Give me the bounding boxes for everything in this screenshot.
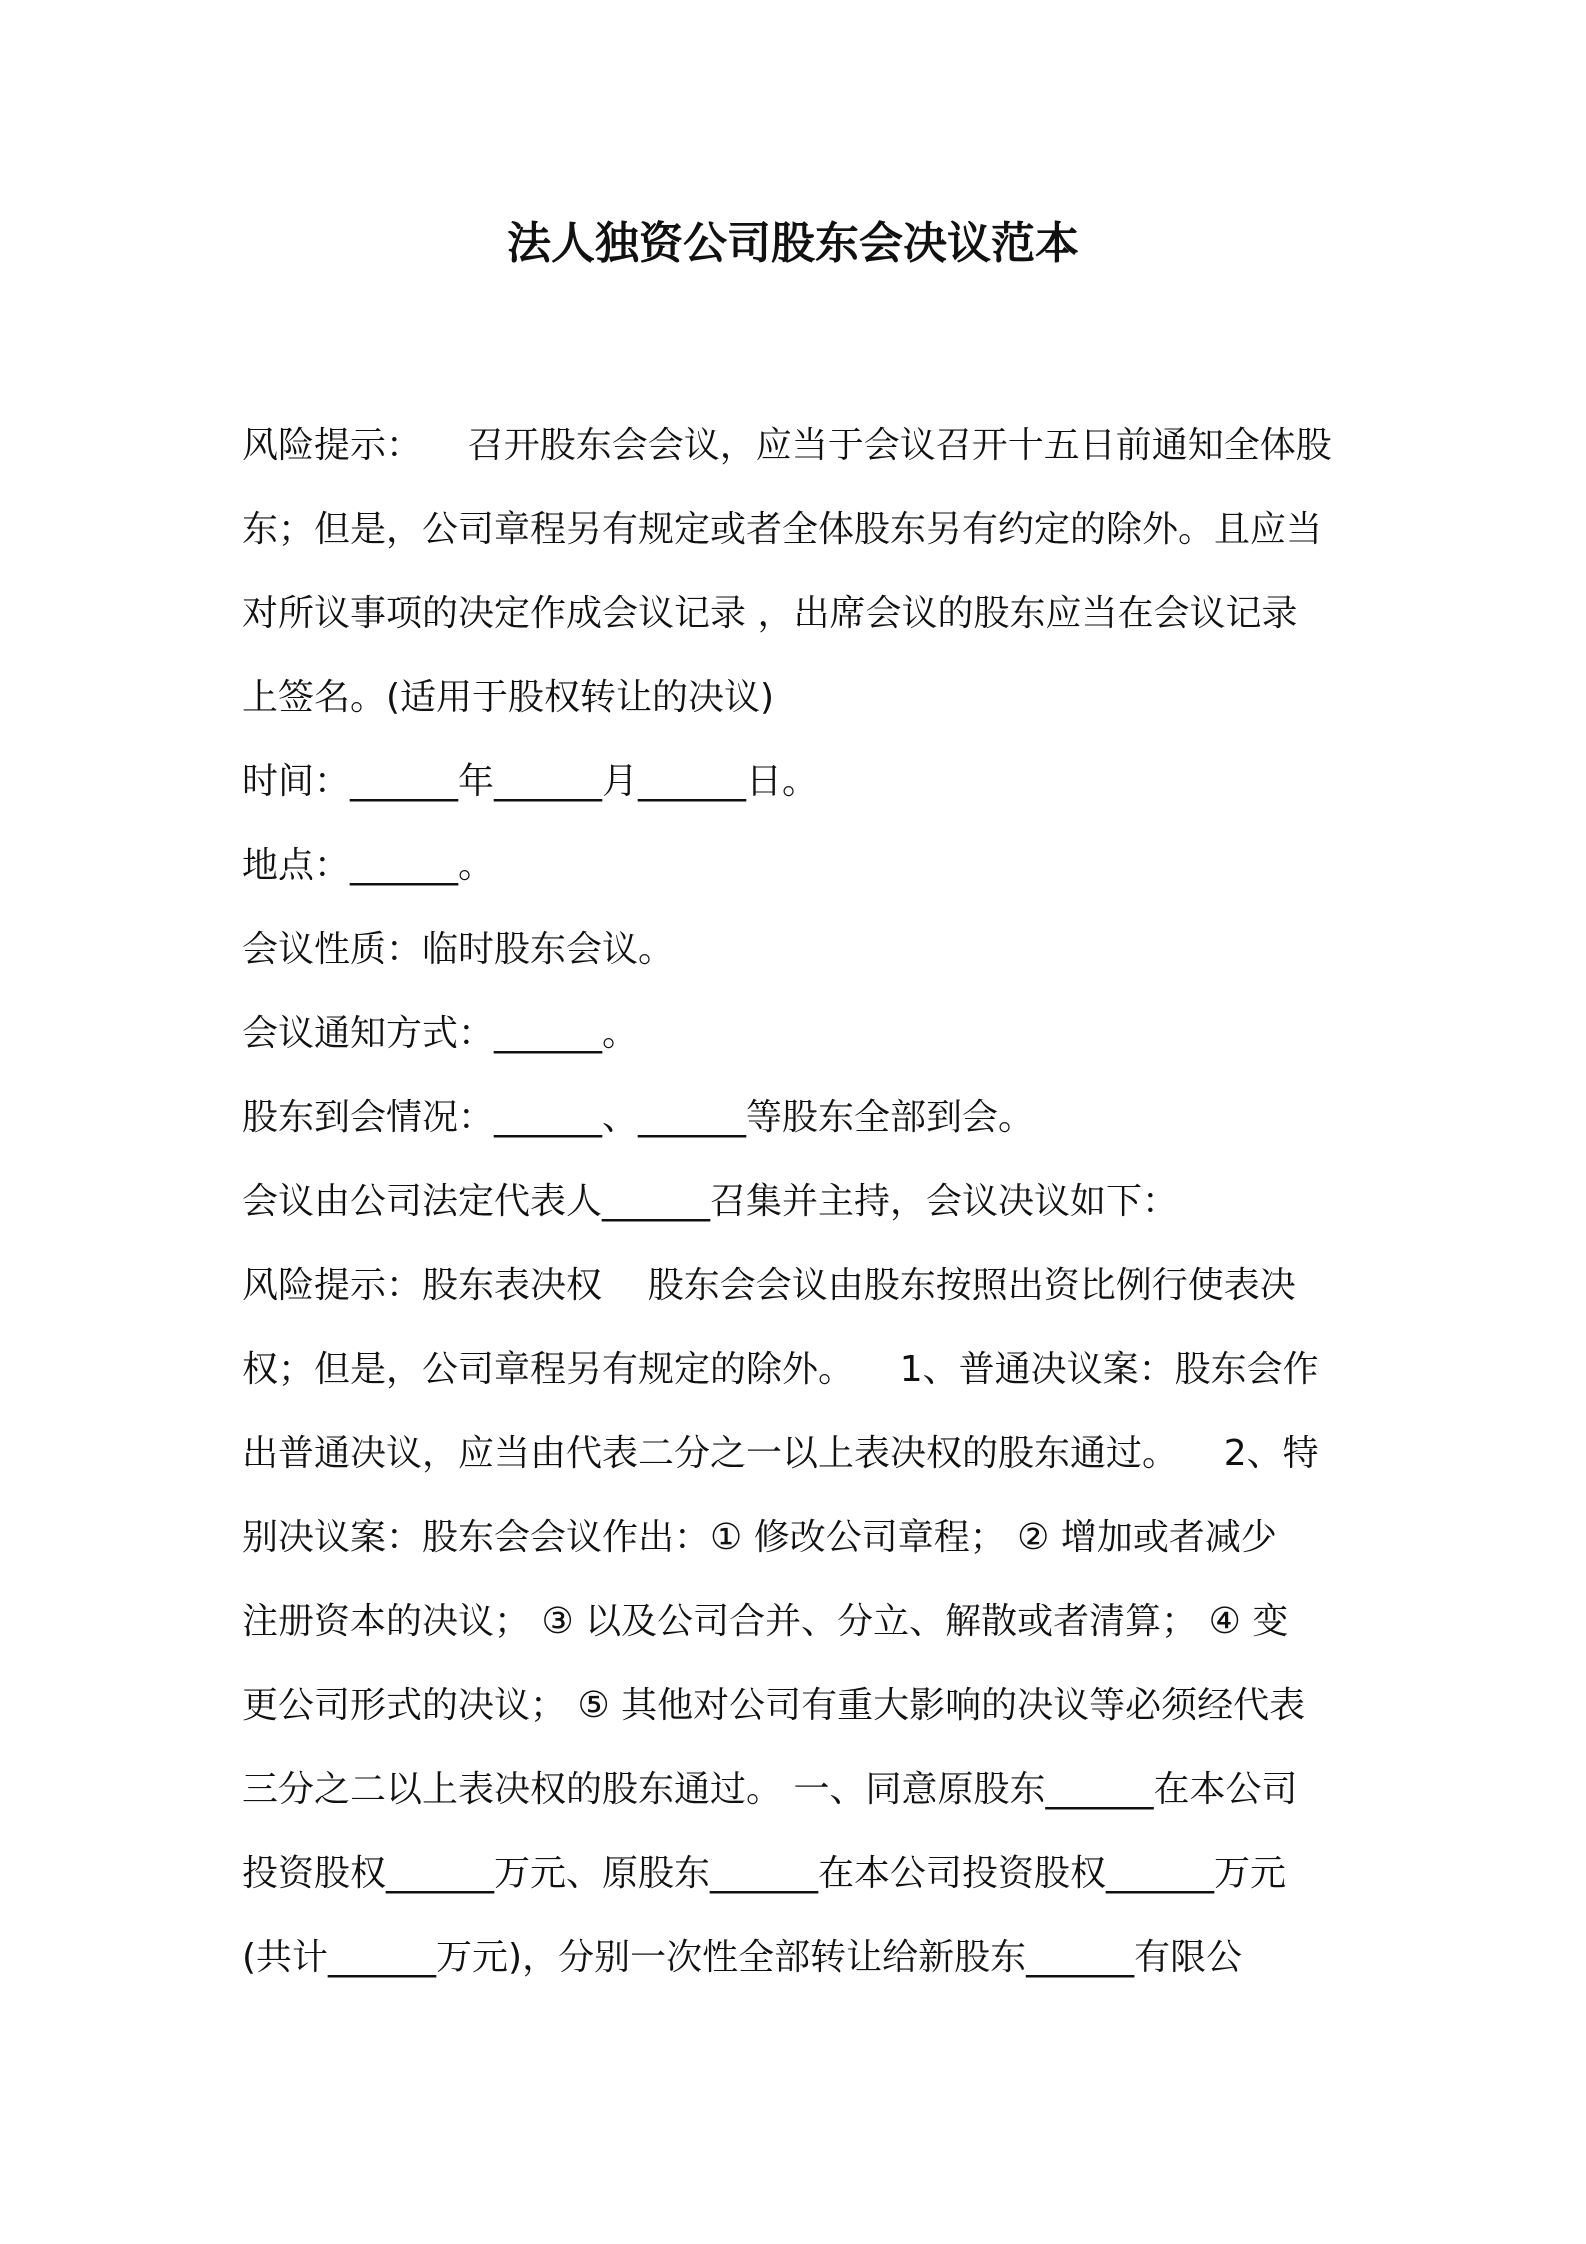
body-line: 风险提示：股东表决权 股东会会议由股东按照出资比例行使表决 <box>242 1265 1296 1306</box>
body-line: 出普通决议，应当由代表二分之一以上表决权的股东通过。 2、特 <box>242 1433 1319 1474</box>
meeting-nature-line: 会议性质：临时股东会议。 <box>242 929 675 970</box>
attendance-line: 股东到会情况：______、______等股东全部到会。 <box>242 1097 1035 1138</box>
body-line: 东；但是，公司章程另有规定或者全体股东另有约定的除外。且应当 <box>242 509 1323 550</box>
body-line: 权；但是，公司章程另有规定的除外。 1、普通决议案：股东会作 <box>242 1349 1319 1390</box>
body-line: 别决议案：股东会会议作出：① 修改公司章程； ② 增加或者减少 <box>242 1517 1277 1558</box>
location-field-line: 地点：______。 <box>242 845 495 886</box>
body-line: 更公司形式的决议； ⑤ 其他对公司有重大影响的决议等必须经代表 <box>242 1685 1306 1726</box>
body-line: 上签名。(适用于股权转让的决议) <box>242 677 775 718</box>
time-field-line: 时间：______年______月______日。 <box>242 761 819 802</box>
body-line: 投资股权______万元、原股东______在本公司投资股权______万元 <box>242 1853 1287 1894</box>
document-body <box>242 404 1356 2000</box>
body-line: 对所议事项的决定作成会议记录 ，出席会议的股东应当在会议记录 <box>242 593 1298 634</box>
body-line: 风险提示： 召开股东会会议，应当于会议召开十五日前通知全体股 <box>242 425 1332 466</box>
body-line: (共计______万元)，分别一次性全部转让给新股东______有限公 <box>242 1937 1243 1978</box>
chair-line: 会议由公司法定代表人______召集并主持，会议决议如下： <box>242 1181 1179 1222</box>
body-line: 注册资本的决议； ③ 以及公司合并、分立、解散或者清算； ④ 变 <box>242 1601 1289 1642</box>
body-line: 三分之二以上表决权的股东通过。 一、同意原股东______在本公司 <box>242 1769 1298 1810</box>
notice-method-line: 会议通知方式：______。 <box>242 1013 639 1054</box>
document-title: 法人独资公司股东会决议范本 <box>507 218 1079 269</box>
